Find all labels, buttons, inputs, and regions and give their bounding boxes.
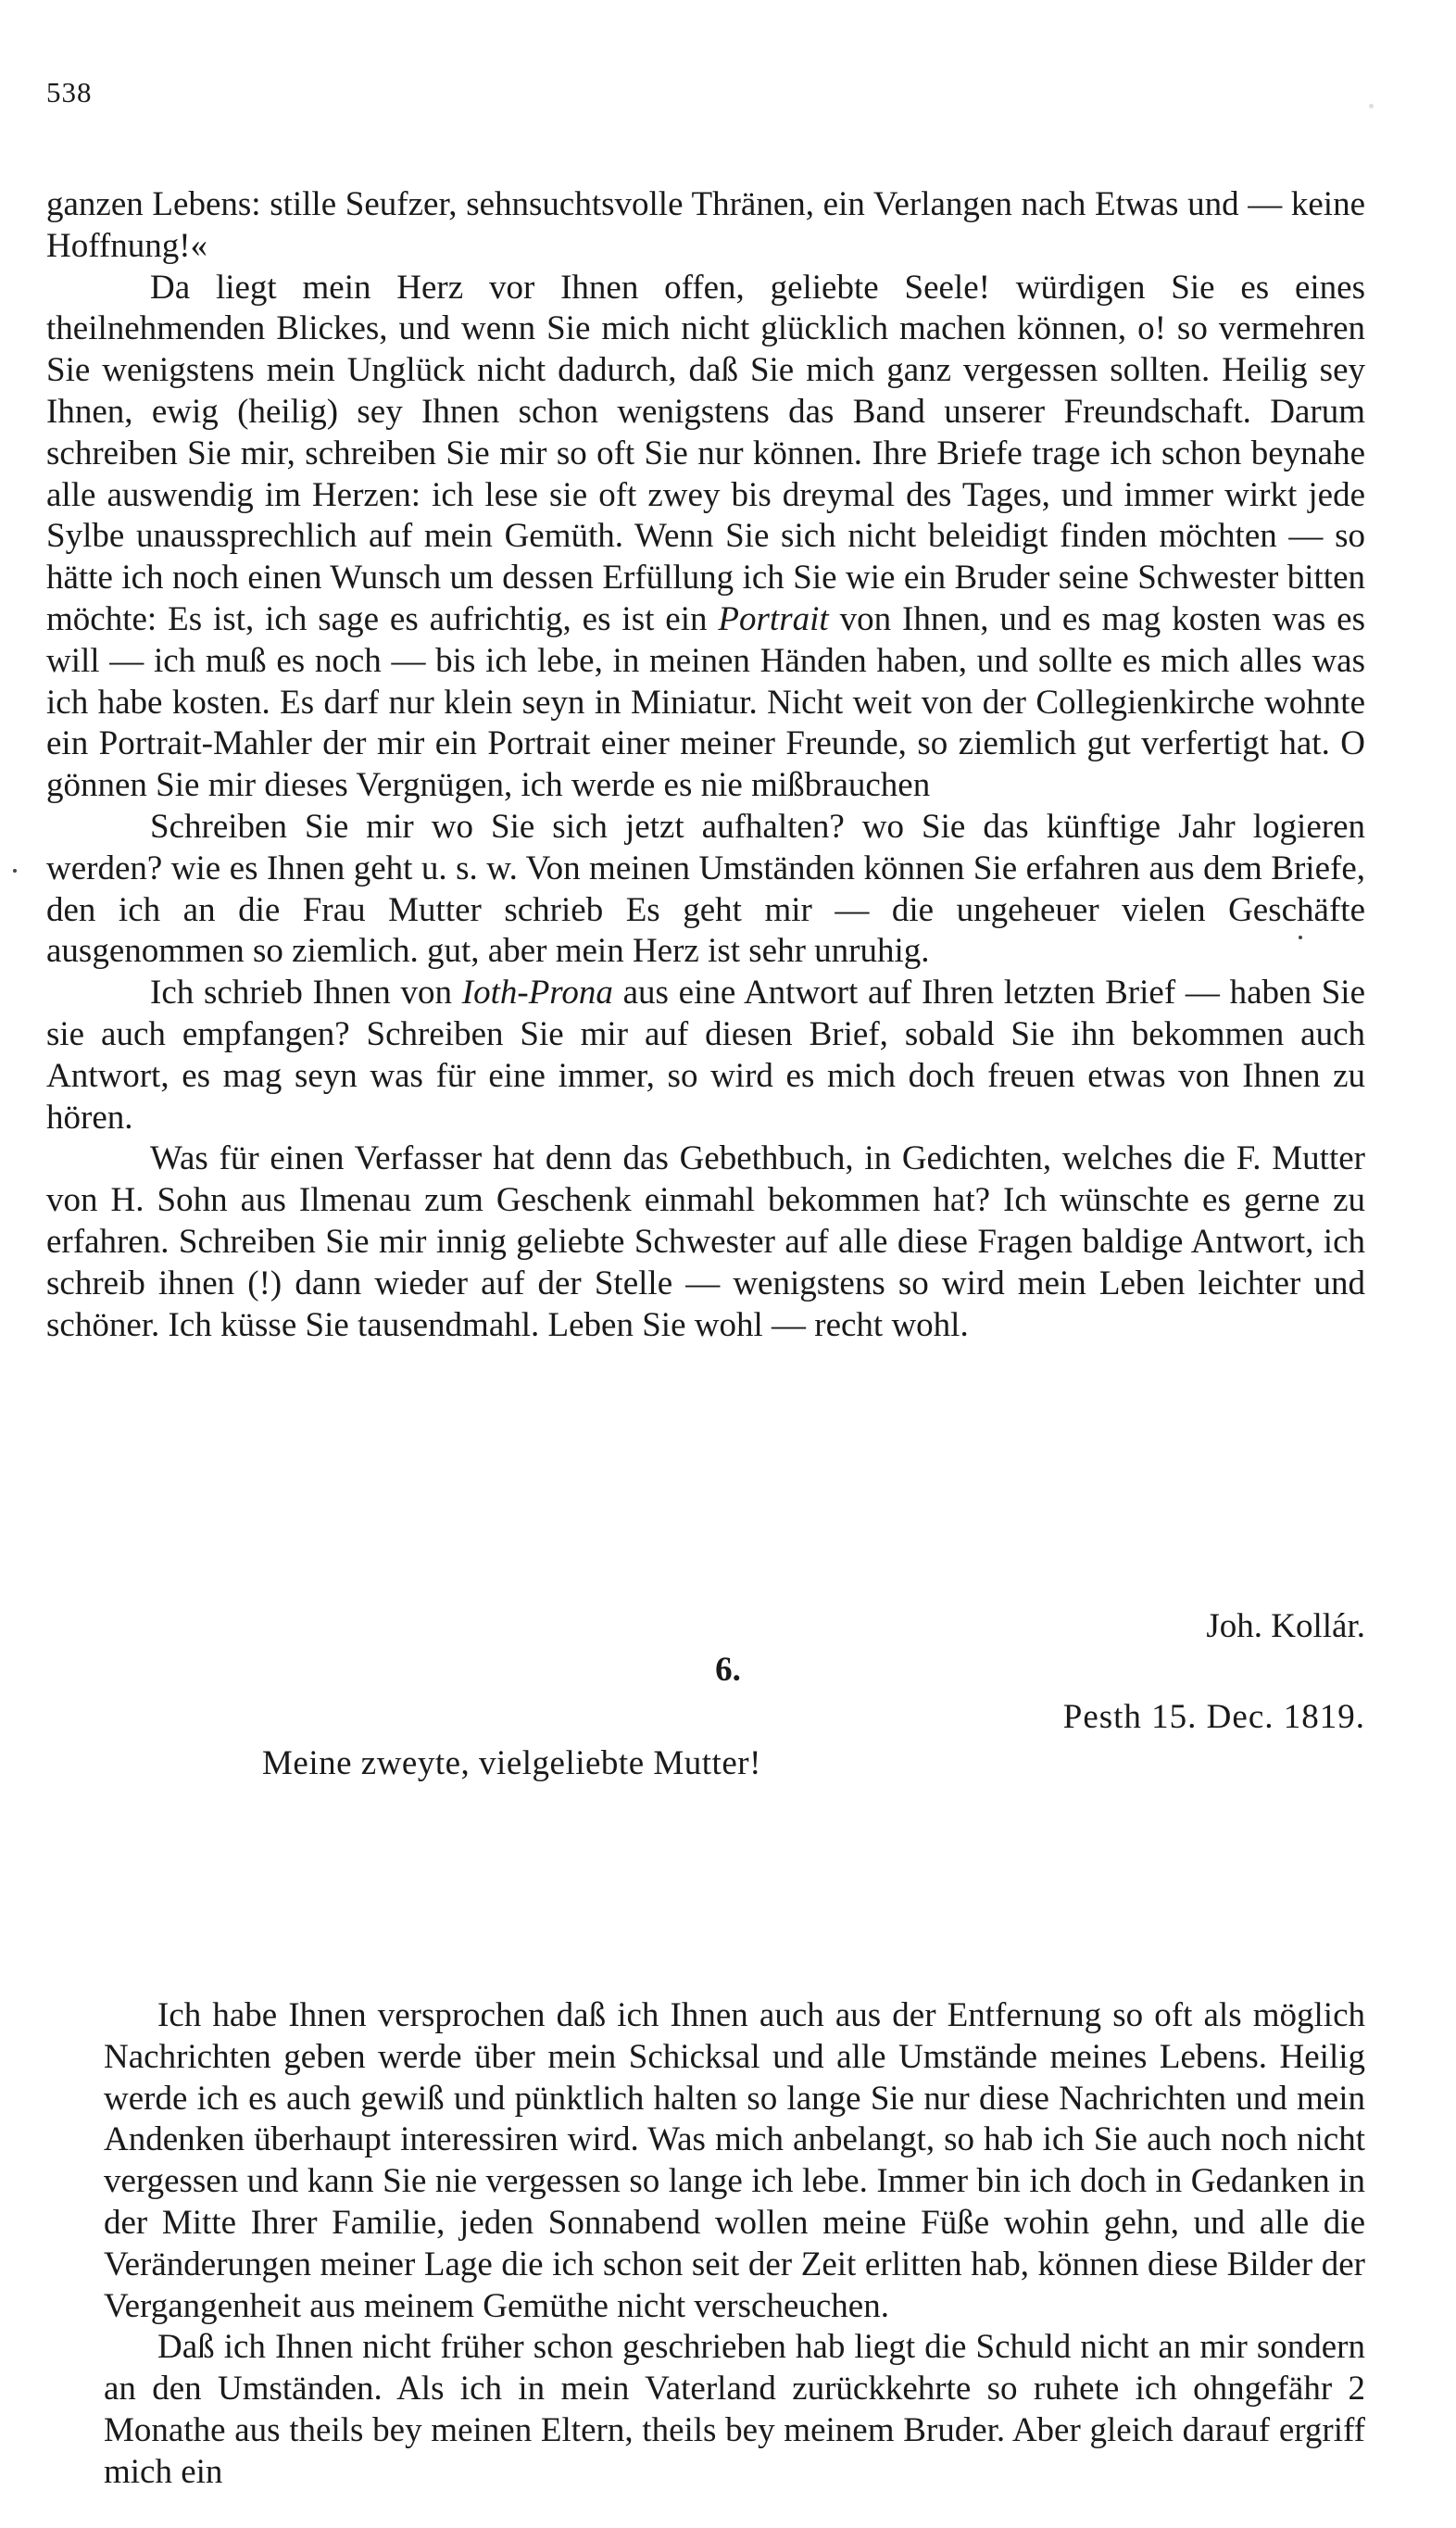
dateline: Pesth 15. Dec. 1819. xyxy=(1062,1698,1365,1736)
emphasis-place-name: Ioth-Prona xyxy=(461,974,613,1012)
scan-speck xyxy=(1369,104,1374,108)
paragraph-text: Da liegt mein Herz vor Ihnen offen, geliebte Seele! würdigen Sie es eines theilnehmenden Blickes, und wenn Sie mich nicht glücklich machen können, o! so vermehren Sie wenigstens mein Unglück nicht dadurch, daß Sie mich ganz vergessen sollten. Heilig sey Ihnen, ewig (heilig) sey Ihnen schon wenigstens das Band unserer Freundschaft. Darum schreiben Sie mir, schreiben Sie mir so oft Sie nur können. Ihre Briefe trage ich schon beynahe alle auswendig im Herzen: ich lese sie oft zwey bis dreymal des Tages, und immer wirkt jede Sylbe unaussprechlich auf mein Gemüth. Wenn Sie sich nicht beleidigt finden möchten — so hätte ich noch einen Wunsch um dessen Erfüllung ich Sie wie ein Bruder seine Schwester bitten möchte: Es ist, ich sage es aufrichtig, es ist ein xyxy=(46,268,1365,638)
letter-number: 6. xyxy=(715,1651,741,1689)
paragraph-text: ganzen Lebens: stille Seufzer, sehnsuchtsvolle Thränen, ein Verlangen nach Etwas und — keine Hoffnung!« xyxy=(46,185,1365,265)
salutation: Meine zweyte, vielgeliebte Mutter! xyxy=(262,1744,761,1782)
page-number: 538 xyxy=(46,76,93,108)
paragraph xyxy=(46,184,1365,268)
scan-speck xyxy=(13,869,17,873)
scan-speck xyxy=(1299,936,1302,939)
paragraph xyxy=(46,268,1365,807)
paragraph-text-continued: aus eine Antwort auf Ihren letzten Brief — haben Sie sie auch empfangen? Schreiben Sie mir auf diesen Brief, sobald Sie ihn bekommen auch Antwort, es mag seyn was für eine immer, so wird es mich doch freuen etwas von Ihnen zu hören. xyxy=(46,974,1365,1137)
paragraph-text: Ich habe Ihnen versprochen daß ich Ihnen auch aus der Entfernung so oft als möglich Nachrichten geben werde über mein Schicksal und alle Umstände meines Lebens. Heilig werde ich es auch gewiß und pünktlich halten so lange Sie nur diese Nachrichten und mein Andenken überhaupt interessiren wird. Was mich anbelangt, so hab ich Sie auch noch nicht vergessen und kann Sie nie vergessen so lange ich lebe. Immer bin ich doch in Gedanken in der Mitte Ihrer Familie, jeden Sonnabend wollen meine Füße wohin gehn, und alle die Veränderungen meiner Lage die ich schon seit der Zeit erlitten hab, können diese Bilder der Vergangenheit aus meinem Gemüthe nicht verscheuchen. xyxy=(104,1996,1365,2325)
paragraph xyxy=(46,1138,1365,1346)
emphasis-portrait: Portrait xyxy=(718,599,829,638)
paragraph-text: Schreiben Sie mir wo Sie sich jetzt aufhalten? wo Sie das künftige Jahr logieren werden? wie es Ihnen geht u. s. w. Von meinen Umständen können Sie erfahren aus dem Briefe, den ich an die Frau Mutter schrieb Es geht mir — die ungeheuer vielen Geschäfte ausgenommen so ziemlich. gut, aber mein Herz ist sehr unruhig. xyxy=(46,807,1365,971)
paragraph-text: Ich schrieb Ihnen von xyxy=(150,974,462,1012)
paragraph-text-continued: von Ihnen, und es mag kosten was es will — ich muß es noch — bis ich lebe, in meinen Händen haben, und sollte es mich alles was ich habe kosten. Es darf nur klein seyn in Miniatur. Nicht weit von der Collegienkirche wohnte ein Portrait-Mahler der mir ein Portrait einer meiner Freunde, so ziemlich gut verfertigt hat. O gönnen Sie mir dieses Vergnügen, ich werde es nie mißbrauchen xyxy=(46,599,1366,805)
paragraph xyxy=(46,807,1365,973)
paragraph xyxy=(46,973,1365,1138)
paragraph-text: Daß ich Ihnen nicht früher schon geschrieben hab liegt die Schuld nicht an mir sondern an den Umständen. Als ich in mein Vaterland zurückkehrte so ruhete ich ohngefähr 2 Monathe aus theils bey meinen Eltern, theils bey meinem Bruder. Aber gleich darauf ergriff mich ein xyxy=(104,2328,1365,2491)
paragraph-text: Was für einen Verfasser hat denn das Gebethbuch, in Gedichten, welches die F. Mutter von H. Sohn aus Ilmenau zum Geschenk einmahl bekommen hat? Ich wünschte es gerne zu erfahren. Schreiben Sie mir innig geliebte Schwester auf alle diese Fragen baldige Antwort, ich schreib ihnen (!) dann wieder auf der Stelle — wenigstens so wird mein Leben leichter und schöner. Ich küsse Sie tausendmahl. Leben Sie wohl — recht wohl. xyxy=(46,1139,1365,1344)
paragraph xyxy=(104,1995,1365,2327)
paragraph xyxy=(104,2327,1365,2493)
letter-5-body xyxy=(46,184,1365,1346)
signature: Joh. Kollár. xyxy=(1206,1607,1365,1645)
letter-6-body xyxy=(104,1995,1365,2494)
